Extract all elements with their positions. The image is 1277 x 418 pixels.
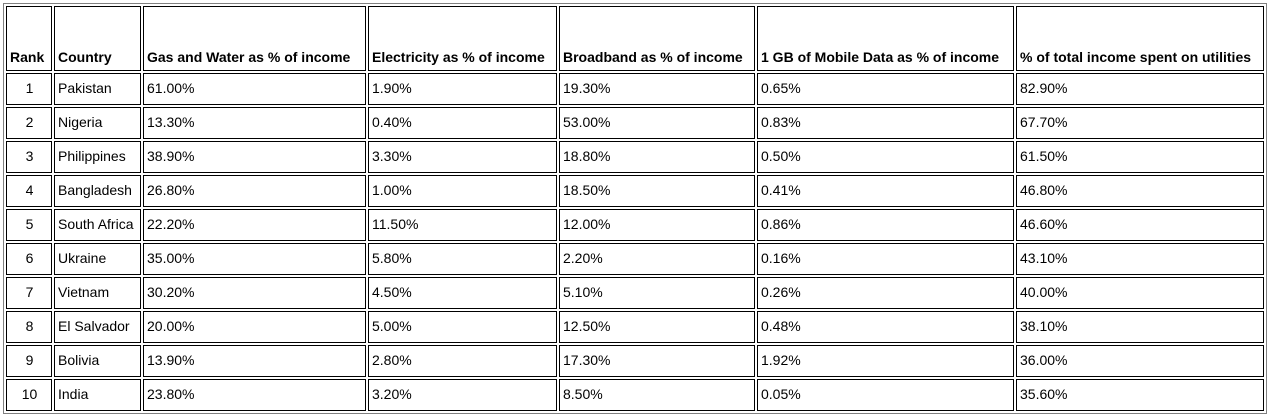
country-cell: Nigeria [54,107,141,139]
total-utilities-cell: 46.80% [1016,175,1264,207]
mobile-data-cell: 0.65% [757,73,1014,105]
header-rank: Rank [6,6,52,71]
rank-cell: 10 [6,379,52,411]
header-row [6,6,1264,71]
gas-water-cell: 13.30% [143,107,366,139]
mobile-data-cell: 0.48% [757,311,1014,343]
rank-cell: 2 [6,107,52,139]
rank-cell: 1 [6,73,52,105]
gas-water-cell: 38.90% [143,141,366,173]
gas-water-cell: 35.00% [143,243,366,275]
gas-water-cell: 20.00% [143,311,366,343]
table-row [6,175,1264,207]
mobile-data-cell: 0.05% [757,379,1014,411]
header-broadband: Broadband as % of income [559,6,755,71]
table-row [6,243,1264,275]
gas-water-cell: 23.80% [143,379,366,411]
gas-water-cell: 22.20% [143,209,366,241]
electricity-cell: 4.50% [368,277,557,309]
country-cell: India [54,379,141,411]
electricity-cell: 11.50% [368,209,557,241]
electricity-cell: 3.30% [368,141,557,173]
header-mobile-data: 1 GB of Mobile Data as % of income [757,6,1014,71]
table-row [6,311,1264,343]
rank-cell: 9 [6,345,52,377]
total-utilities-cell: 46.60% [1016,209,1264,241]
broadband-cell: 8.50% [559,379,755,411]
total-utilities-cell: 67.70% [1016,107,1264,139]
header-electricity: Electricity as % of income [368,6,557,71]
header-country: Country [54,6,141,71]
broadband-cell: 17.30% [559,345,755,377]
country-cell: South Africa [54,209,141,241]
country-cell: Pakistan [54,73,141,105]
gas-water-cell: 13.90% [143,345,366,377]
electricity-cell: 5.00% [368,311,557,343]
rank-cell: 5 [6,209,52,241]
table-row [6,107,1264,139]
rank-cell: 4 [6,175,52,207]
mobile-data-cell: 0.26% [757,277,1014,309]
broadband-cell: 12.50% [559,311,755,343]
rank-cell: 3 [6,141,52,173]
mobile-data-cell: 0.83% [757,107,1014,139]
table-row [6,141,1264,173]
rank-cell: 8 [6,311,52,343]
electricity-cell: 3.20% [368,379,557,411]
mobile-data-cell: 0.50% [757,141,1014,173]
electricity-cell: 5.80% [368,243,557,275]
gas-water-cell: 30.20% [143,277,366,309]
total-utilities-cell: 36.00% [1016,345,1264,377]
broadband-cell: 18.50% [559,175,755,207]
country-cell: Bolivia [54,345,141,377]
country-cell: Ukraine [54,243,141,275]
total-utilities-cell: 43.10% [1016,243,1264,275]
mobile-data-cell: 0.16% [757,243,1014,275]
total-utilities-cell: 61.50% [1016,141,1264,173]
total-utilities-cell: 35.60% [1016,379,1264,411]
rank-cell: 6 [6,243,52,275]
gas-water-cell: 61.00% [143,73,366,105]
electricity-cell: 2.80% [368,345,557,377]
broadband-cell: 18.80% [559,141,755,173]
total-utilities-cell: 82.90% [1016,73,1264,105]
broadband-cell: 12.00% [559,209,755,241]
country-cell: Bangladesh [54,175,141,207]
table-row [6,277,1264,309]
broadband-cell: 53.00% [559,107,755,139]
table-row [6,73,1264,105]
electricity-cell: 1.90% [368,73,557,105]
header-total-utilities: % of total income spent on utilities [1016,6,1264,71]
mobile-data-cell: 0.41% [757,175,1014,207]
table-row [6,209,1264,241]
utilities-table [3,3,1267,414]
country-cell: El Salvador [54,311,141,343]
header-gas-water: Gas and Water as % of income [143,6,366,71]
country-cell: Philippines [54,141,141,173]
mobile-data-cell: 1.92% [757,345,1014,377]
electricity-cell: 1.00% [368,175,557,207]
electricity-cell: 0.40% [368,107,557,139]
broadband-cell: 5.10% [559,277,755,309]
gas-water-cell: 26.80% [143,175,366,207]
rank-cell: 7 [6,277,52,309]
table-row [6,345,1264,377]
broadband-cell: 2.20% [559,243,755,275]
broadband-cell: 19.30% [559,73,755,105]
mobile-data-cell: 0.86% [757,209,1014,241]
total-utilities-cell: 38.10% [1016,311,1264,343]
total-utilities-cell: 40.00% [1016,277,1264,309]
table-row [6,379,1264,411]
country-cell: Vietnam [54,277,141,309]
